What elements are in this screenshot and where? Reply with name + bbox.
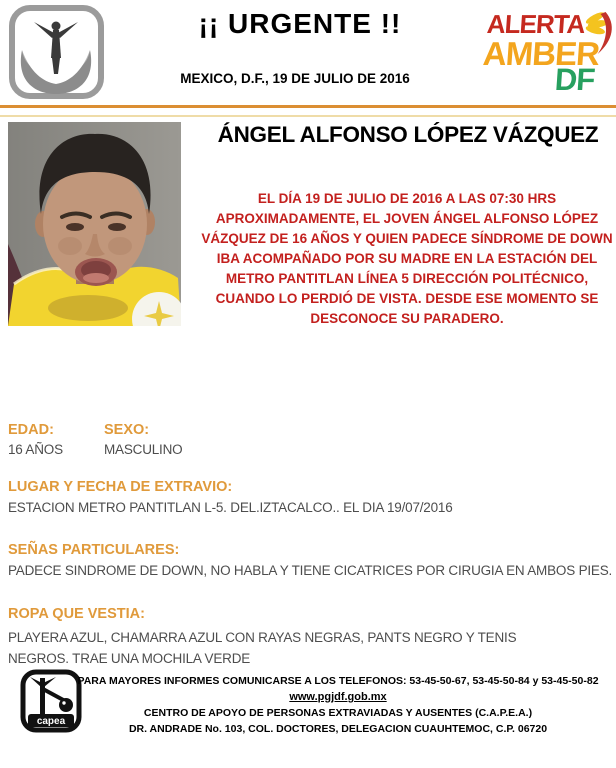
df-text: DF [553, 62, 596, 97]
description-line: VÁZQUEZ DE 16 AÑOS Y QUIEN PADECE SÍNDROME DE DOWN [201, 231, 613, 246]
sexo-label: SEXO: [104, 422, 150, 438]
amber-swoosh-icon [575, 8, 616, 62]
footer-address: DR. ANDRADE No. 103, COL. DOCTORES, DELEGACION CUAUHTEMOC, C.P. 06720 [128, 723, 548, 735]
missing-person-photo [8, 122, 181, 326]
angel-independence-emblem-icon [8, 4, 105, 105]
alert-description [198, 189, 616, 329]
divider-line [0, 105, 616, 108]
dateline: MEXICO, D.F., 19 DE JULIO DE 2016 [180, 71, 410, 86]
description-line: DESCONOCE SU PARADERO. [310, 311, 504, 326]
amber-text: AMBER [481, 35, 601, 72]
footer-capea-name: CENTRO DE APOYO DE PERSONAS EXTRAVIADAS Y AUSENTES (C.A.P.E.A.) [143, 707, 533, 719]
senas-label: SEÑAS PARTICULARES: [8, 542, 180, 558]
footer-url-link[interactable]: www.pgjdf.gob.mx [289, 691, 387, 703]
senas-value: PADECE SINDROME DE DOWN, NO HABLA Y TIENE CICATRICES POR CIRUGIA EN AMBOS PIES. [8, 563, 613, 578]
footer-phones: PARA MAYORES INFORMES COMUNICARSE A LOS TELEFONOS: 53-45-50-67, 53-45-50-84 y 53-45-50-82 [77, 675, 599, 687]
person-name: ÁNGEL ALFONSO LÓPEZ VÁZQUEZ [217, 122, 599, 147]
ropa-value: PLAYERA AZUL, CHAMARRA AZUL CON RAYAS NEGRAS, PANTS NEGRO Y TENIS NEGROS. TRAE UNA MOCHILA VERDE [8, 630, 517, 666]
urgente-title: ¡¡ URGENTE !! [198, 8, 402, 39]
divider-line-thin [0, 115, 616, 117]
alerta-text: ALERTA [485, 9, 586, 39]
footer-contact [60, 673, 616, 737]
description-line: APROXIMADAMENTE, EL JOVEN ÁNGEL ALFONSO LÓPEZ [215, 211, 599, 226]
alerta-amber-df-logo [483, 6, 616, 100]
capea-label: capea [36, 716, 66, 727]
description-line: METRO PANTITLAN LÍNEA 5 DIRECCIÓN POLITÉCNICO, [225, 271, 589, 286]
edad-value: 16 AÑOS [8, 442, 63, 457]
sexo-value: MASCULINO [104, 442, 183, 457]
edad-label: EDAD: [8, 422, 54, 438]
description-line: EL DÍA 19 DE JULIO DE 2016 A LAS 07:30 HRS [257, 191, 557, 206]
description-line: CUANDO LO PERDIÓ DE VISTA. DESDE ESE MOMENTO SE [215, 291, 599, 306]
ropa-label: ROPA QUE VESTIA: [8, 606, 145, 622]
description-line: IBA ACOMPAÑADO POR SU MADRE EN LA ESTACIÓN DEL [216, 251, 598, 266]
lugar-value: ESTACION METRO PANTITLAN L-5. DEL.IZTACALCO.. EL DIA 19/07/2016 [8, 500, 453, 515]
lugar-label: LUGAR Y FECHA DE EXTRAVIO: [8, 479, 233, 495]
